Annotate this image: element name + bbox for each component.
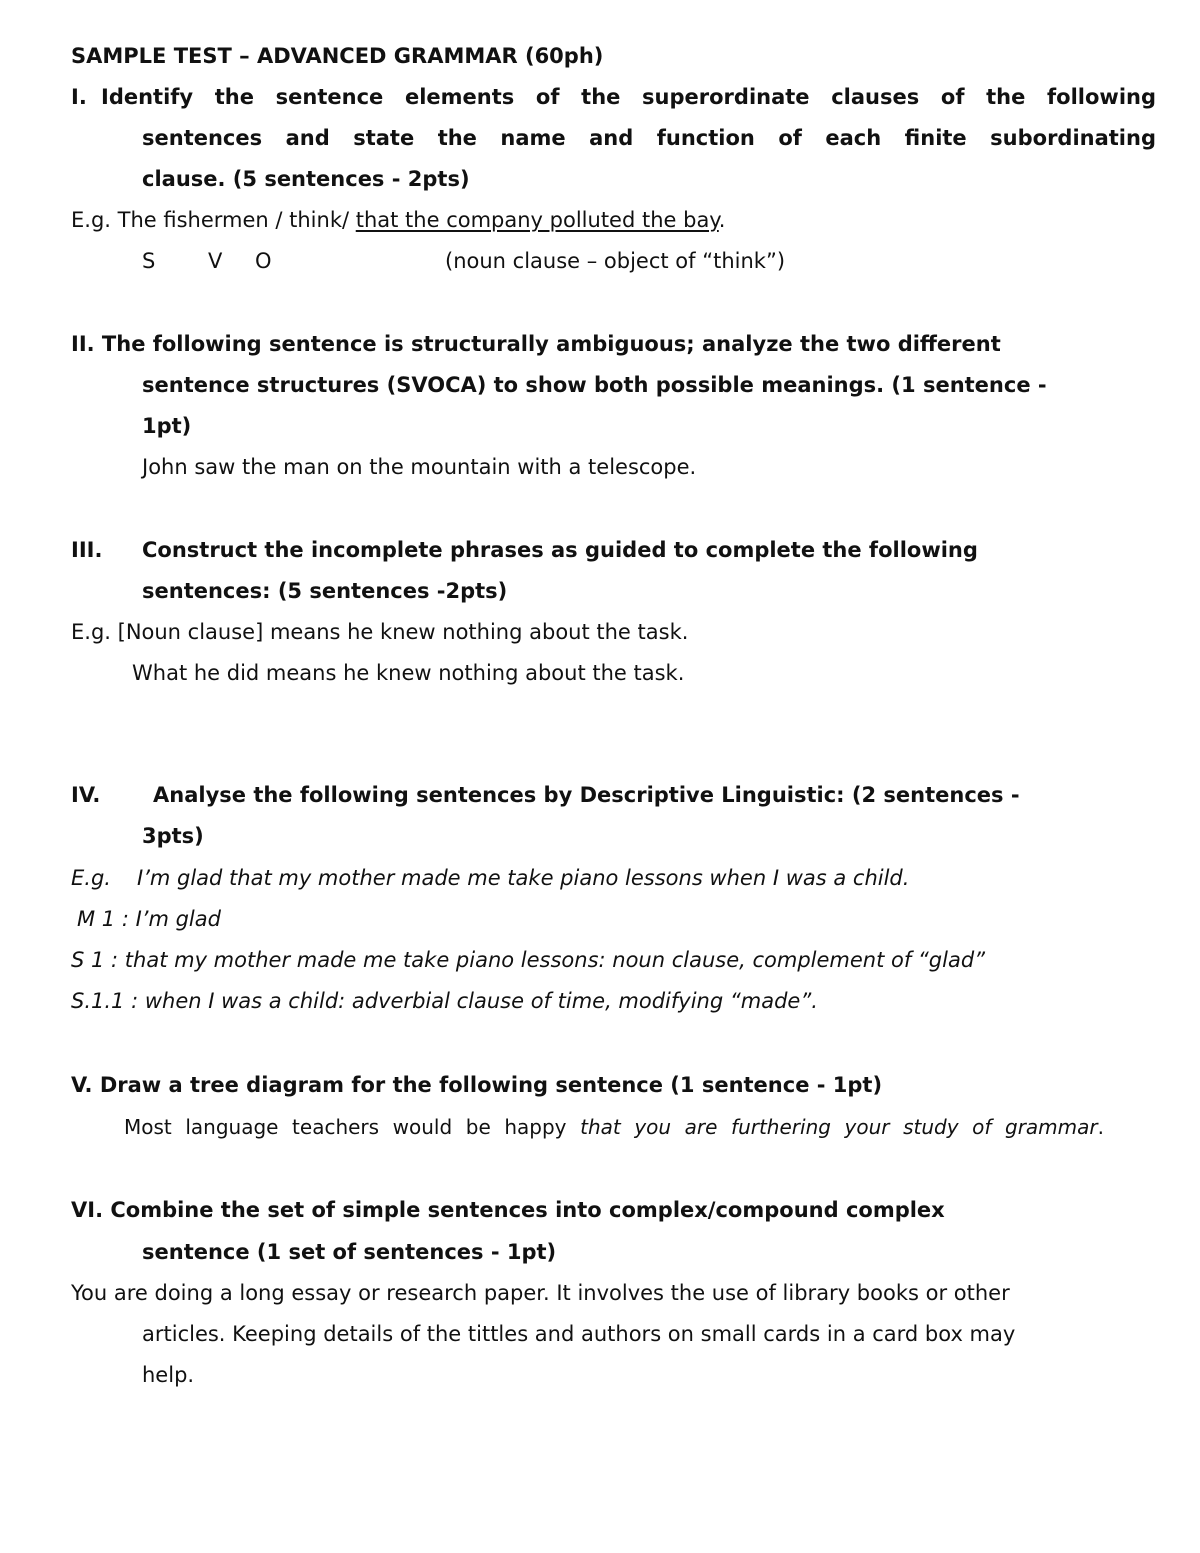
section-4-main-clause: M 1 : I’m glad — [77, 907, 221, 931]
section-1-heading-text-1: Identify the sentence elements of the superordinate clauses of the following — [101, 85, 1156, 109]
section-5-sentence-clause: that you are furthering your study of grammar — [580, 1115, 1098, 1139]
tag-verb: V — [208, 249, 223, 273]
section-5-heading: V. Draw a tree diagram for the following sentence (1 sentence - 1pt) — [71, 1073, 883, 1097]
section-1-heading-line-2: sentences and state the name and function of each finite subordinating — [142, 126, 1156, 150]
tag-note: (noun clause – object of “think”) — [445, 249, 786, 273]
section-4-example-label: E.g. — [71, 866, 111, 890]
section-1-heading-line-1 — [71, 77, 1156, 118]
section-5-sentence-end: . — [1097, 1115, 1104, 1139]
section-2-heading-line-1: II. The following sentence is structurally ambiguous; analyze the two different — [71, 332, 1001, 356]
section-5-sentence — [124, 1107, 1104, 1148]
section-3-heading-line-1 — [71, 530, 1156, 571]
section-4-sub-clause-1: S 1 : that my mother made me take piano lessons: noun clause, complement of “glad” — [71, 948, 986, 972]
section-4-heading-line-1 — [71, 775, 1156, 816]
section-4-heading-text-1: Analyse the following sentences by Descriptive Linguistic: (2 sentences - — [153, 783, 1020, 807]
section-3-number: III. — [71, 538, 103, 562]
section-1-example-prefix: E.g. The fishermen / think/ — [71, 208, 356, 232]
section-6-text-line-2: articles. Keeping details of the tittles and authors on small cards in a card box may — [142, 1322, 1016, 1346]
section-6-text-line-3: help. — [142, 1363, 195, 1387]
section-4-example — [71, 858, 1156, 899]
section-6-text-line-1: You are doing a long essay or research paper. It involves the use of library books or other — [71, 1281, 1010, 1305]
section-3-example-2: What he did means he knew nothing about the task. — [132, 661, 685, 685]
section-4-sub-clause-1-1: S.1.1 : when I was a child: adverbial clause of time, modifying “made”. — [71, 989, 818, 1013]
section-1-number: I. — [71, 85, 87, 109]
section-2-heading-line-3: 1pt) — [142, 414, 192, 438]
section-4-example-sentence: I’m glad that my mother made me take piano lessons when I was a child. — [137, 866, 910, 890]
section-3-heading-text-1: Construct the incomplete phrases as guided to complete the following — [142, 538, 978, 562]
section-4-number: IV. — [71, 783, 101, 807]
section-6-heading-line-1: VI. Combine the set of simple sentences into complex/compound complex — [71, 1198, 945, 1222]
section-3-heading-line-2: sentences: (5 sentences -2pts) — [142, 579, 508, 603]
section-1-element-tags — [71, 241, 1156, 282]
section-1-example — [71, 200, 1156, 241]
section-1-example-clause: that the company polluted the bay — [355, 208, 719, 232]
section-2-heading-line-2: sentence structures (SVOCA) to show both possible meanings. (1 sentence - — [142, 373, 1047, 397]
section-1-example-end: . — [718, 208, 726, 232]
tag-subject: S — [142, 249, 156, 273]
section-5-sentence-main: Most language teachers would be happy — [124, 1115, 581, 1139]
section-6-heading-line-2: sentence (1 set of sentences - 1pt) — [142, 1240, 557, 1264]
section-4-heading-line-2: 3pts) — [142, 824, 204, 848]
section-2-sentence: John saw the man on the mountain with a telescope. — [142, 455, 697, 479]
page-title: SAMPLE TEST – ADVANCED GRAMMAR (60ph) — [71, 44, 604, 68]
section-1-heading-line-3: clause. (5 sentences - 2pts) — [142, 167, 470, 191]
tag-object: O — [255, 249, 272, 273]
section-3-example-1: E.g. [Noun clause] means he knew nothing about the task. — [71, 620, 689, 644]
